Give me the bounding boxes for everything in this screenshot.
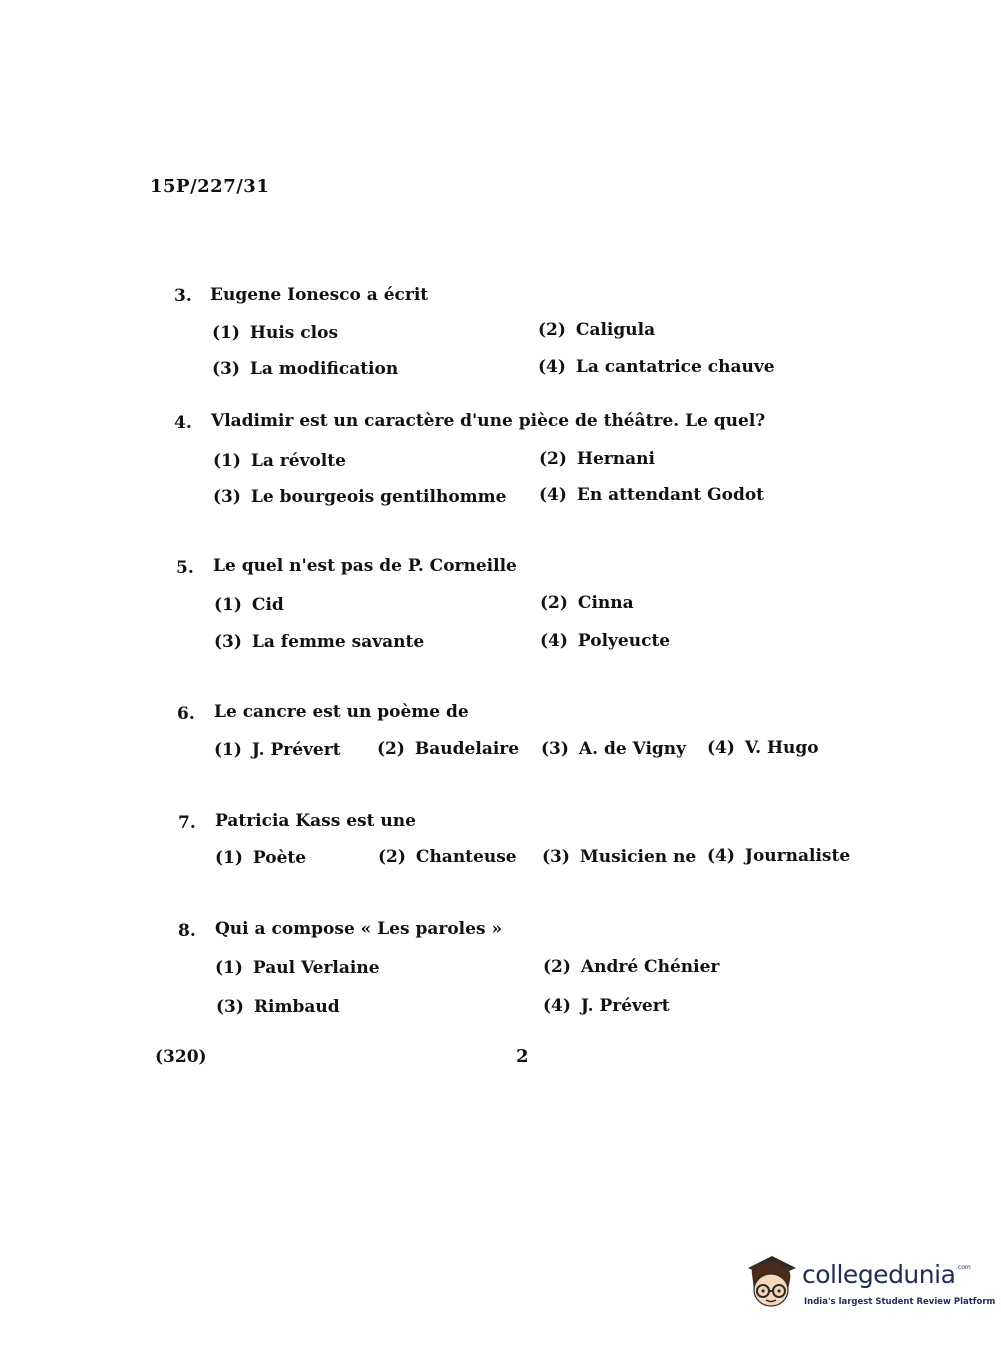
option-4 [543,996,670,1016]
question-text: Qui a compose « Les paroles » [215,919,503,939]
option-1 [215,848,306,868]
option-number: (1) [212,323,240,343]
option-number: (1) [215,848,243,868]
option-number: (2) [378,847,406,867]
option-text: A. de Vigny [578,739,687,759]
logo-suffix: .com [956,1264,971,1271]
option-number: (3) [541,739,569,759]
option-text: Journaliste [744,846,851,866]
option-text: La révolte [250,451,346,471]
option-text: Baudelaire [414,739,520,759]
question-number: 3. [174,286,192,306]
option-2 [378,847,517,867]
option-text: Paul Verlaine [252,958,380,978]
option-4 [538,357,775,377]
option-number: (3) [213,487,241,507]
question-number: 7. [178,813,196,833]
option-text: Poète [252,848,307,868]
option-3 [214,632,424,652]
option-3 [216,997,340,1017]
option-number: (3) [542,847,570,867]
option-number: (2) [540,593,568,613]
option-text: La cantatrice chauve [575,357,775,377]
option-number: (1) [213,451,241,471]
option-text: Polyeucte [577,631,671,651]
option-2 [538,320,655,340]
collegedunia-logo [742,1250,996,1320]
option-number: (4) [540,631,568,651]
option-number: (4) [538,357,566,377]
option-1 [212,323,338,343]
option-number: (3) [214,632,242,652]
question-number: 5. [176,558,194,578]
option-text: La femme savante [251,632,425,652]
option-text: Chanteuse [415,847,517,867]
option-number: (3) [212,359,240,379]
option-3 [212,359,398,379]
option-text: En attendant Godot [576,485,765,505]
option-2 [543,957,719,977]
mascot-icon [742,1250,802,1312]
option-number: (3) [216,997,244,1017]
option-1 [213,451,346,471]
logo-wordmark: collegedunia [802,1260,956,1289]
option-4 [707,846,850,866]
question-text: Patricia Kass est une [215,811,416,831]
option-number: (4) [539,485,567,505]
option-number: (2) [543,957,571,977]
option-number: (1) [215,958,243,978]
option-3 [542,847,696,867]
question-number: 8. [178,921,196,941]
question-text: Le cancre est un poème de [214,702,469,722]
option-text: Hernani [576,449,655,469]
option-text: Huis clos [249,323,339,343]
option-4 [707,738,819,758]
option-text: J. Prévert [580,996,670,1016]
option-text: V. Hugo [744,738,819,758]
option-number: (2) [539,449,567,469]
option-number: (2) [377,739,405,759]
question-number: 6. [177,704,195,724]
option-text: Musicien ne [579,847,697,867]
option-number: (1) [214,595,242,615]
option-2 [377,739,519,759]
option-2 [539,449,655,469]
option-text: Cid [251,595,284,615]
page-number: 2 [516,1046,529,1067]
logo-tagline: India's largest Student Review Platform [804,1297,996,1307]
option-text: Le bourgeois gentilhomme [250,487,507,507]
option-number: (2) [538,320,566,340]
footer-code: (320) [155,1047,207,1067]
option-text: André Chénier [580,957,720,977]
option-4 [539,485,764,505]
option-3 [213,487,506,507]
option-2 [540,593,634,613]
option-1 [215,958,380,978]
option-1 [214,595,284,615]
question-number: 4. [174,413,192,433]
option-number: (4) [543,996,571,1016]
option-text: Cinna [577,593,634,613]
paper-code: 15P/227/31 [150,176,270,197]
option-number: (4) [707,738,735,758]
option-number: (4) [707,846,735,866]
option-text: J. Prévert [251,740,341,760]
option-text: Rimbaud [253,997,340,1017]
option-number: (1) [214,740,242,760]
question-text: Le quel n'est pas de P. Corneille [213,556,517,576]
option-3 [541,739,686,759]
option-1 [214,740,341,760]
option-text: La modification [249,359,399,379]
question-text: Eugene Ionesco a écrit [210,285,429,305]
question-text: Vladimir est un caractère d'une pièce de théâtre. Le quel? [211,411,766,431]
option-4 [540,631,670,651]
option-text: Caligula [575,320,656,340]
